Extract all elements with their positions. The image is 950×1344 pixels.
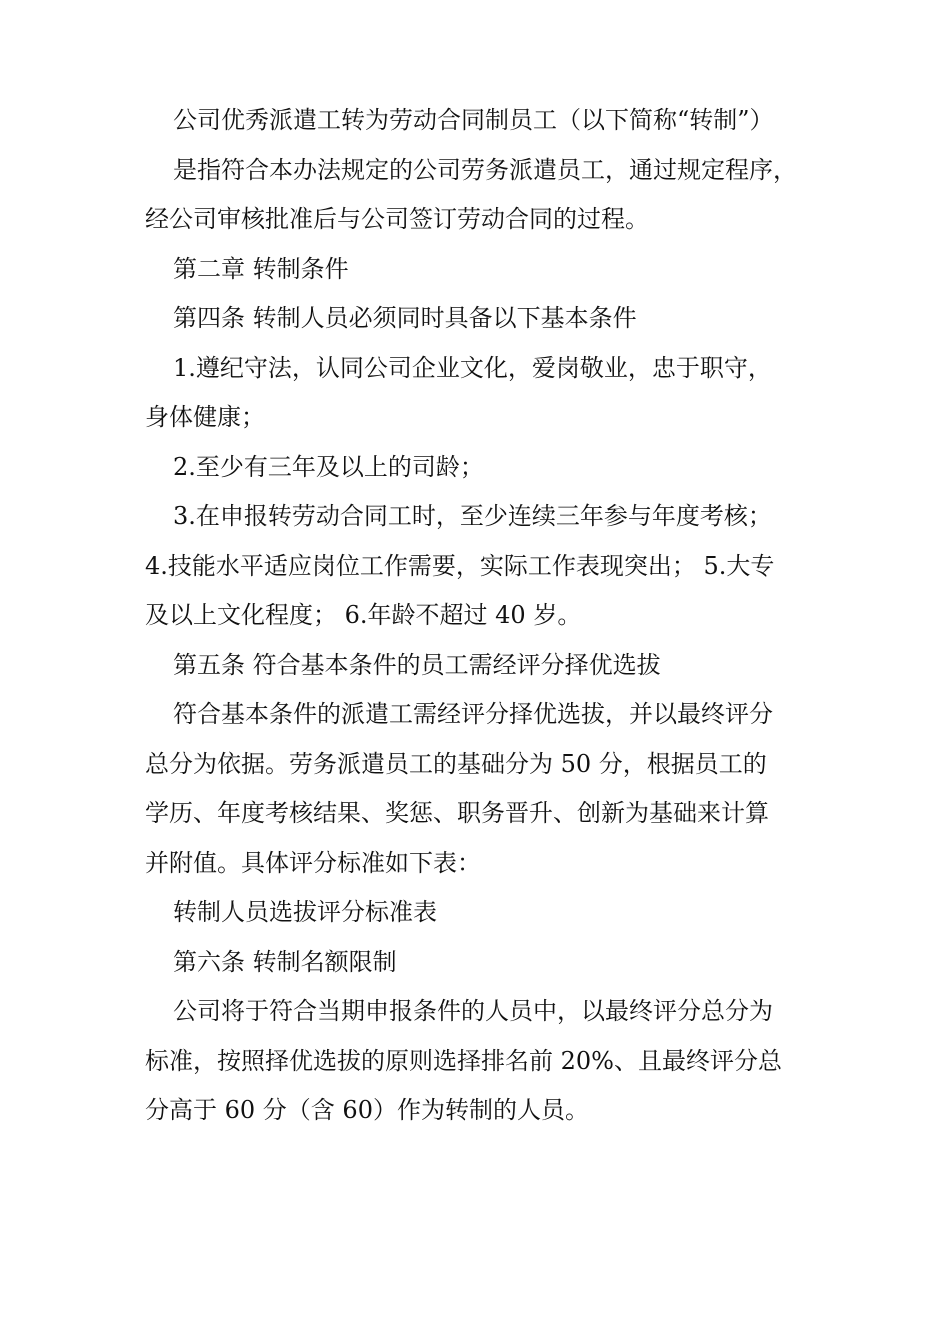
text-line: 并附值。具体评分标准如下表：: [145, 848, 481, 877]
text-line: 公司将于符合当期申报条件的人员中，以最终评分总分为: [173, 997, 773, 1025]
text-line: 总分为依据。劳务派遣员工的基础分为 50 分，根据员工的: [145, 749, 767, 778]
text-line: 经公司审核批准后与公司签订劳动合同的过程。: [145, 205, 649, 233]
text-line: 公司优秀派遣工转为劳动合同制员工（以下简称“转制”）: [173, 106, 774, 134]
text-line: 标准，按照择优选拔的原则选择排名前 20%、且最终评分总: [145, 1046, 782, 1075]
chapter-heading: 第二章 转制条件: [173, 254, 349, 283]
list-item: 4.技能水平适应岗位工作需要，实际工作表现突出； 5.大专: [145, 551, 775, 580]
list-item: 1.遵纪守法，认同公司企业文化，爱岗敬业，忠于职守，: [173, 353, 772, 382]
text-line: 分高于 60 分（含 60）作为转制的人员。: [145, 1096, 589, 1124]
article-heading: 第四条 转制人员必须同时具备以下基本条件: [173, 304, 637, 332]
list-item-continuation: 及以上文化程度； 6.年龄不超过 40 岁。: [145, 601, 582, 629]
article-heading: 第六条 转制名额限制: [173, 947, 397, 976]
text-line: 是指符合本办法规定的公司劳务派遣员工，通过规定程序，: [173, 155, 797, 184]
document-body: [145, 96, 825, 1136]
text-line: 符合基本条件的派遣工需经评分择优选拔，并以最终评分: [173, 700, 773, 728]
list-item: 2.至少有三年及以上的司龄；: [173, 452, 484, 481]
table-caption: 转制人员选拔评分标准表: [173, 898, 437, 926]
text-line: 学历、年度考核结果、奖惩、职务晋升、创新为基础来计算: [145, 799, 769, 827]
list-item: 3.在申报转劳动合同工时，至少连续三年参与年度考核；: [173, 502, 772, 530]
list-item-continuation: 身体健康；: [145, 403, 265, 431]
article-heading: 第五条 符合基本条件的员工需经评分择优选拔: [173, 650, 661, 679]
